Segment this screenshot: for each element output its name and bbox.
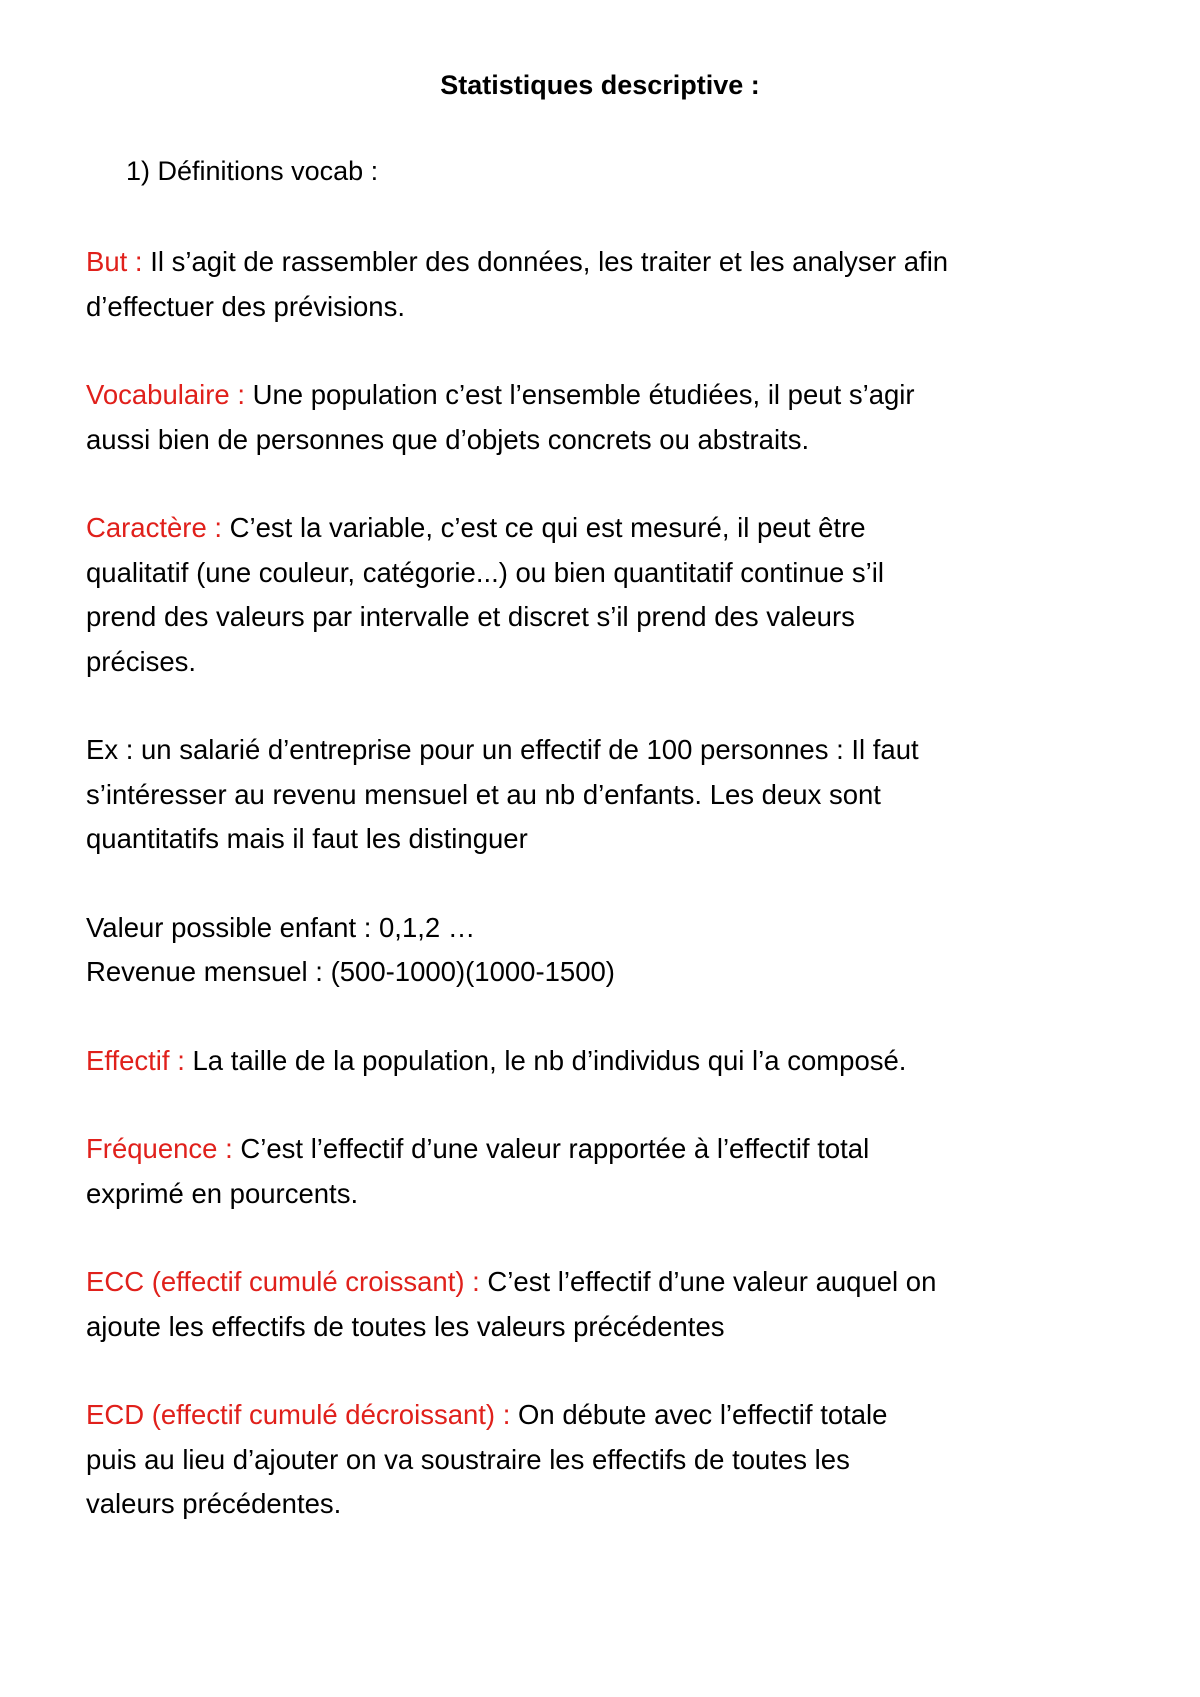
- line-text: C’est la variable, c’est ce qui est mesuré, il peut être: [222, 512, 866, 543]
- paragraph-vocabulaire: [86, 373, 1136, 462]
- line-text: Il s’agit de rassembler des données, les traiter et les analyser afin: [142, 246, 949, 277]
- line-text: C’est l’effectif d’une valeur rapportée à l’effectif total: [232, 1133, 870, 1164]
- paragraph-line: prend des valeurs par intervalle et discret s’il prend des valeurs: [86, 601, 855, 632]
- paragraph-line: valeurs précédentes.: [86, 1488, 342, 1519]
- term-label: ECC (effectif cumulé croissant) :: [86, 1266, 480, 1297]
- line-text: On débute avec l’effectif totale: [510, 1399, 888, 1430]
- paragraph-line: Valeur possible enfant : 0,1,2 …: [86, 911, 476, 943]
- paragraph-line: ajoute les effectifs de toutes les valeurs précédentes: [86, 1310, 725, 1342]
- paragraph-line: [86, 1260, 1136, 1305]
- line-text: La taille de la population, le nb d’individus qui l’a composé.: [184, 1044, 907, 1076]
- term-label: Vocabulaire :: [86, 379, 245, 410]
- term-label: But :: [86, 246, 143, 277]
- paragraph-line: Ex : un salarié d’entreprise pour un effectif de 100 personnes : Il faut: [86, 734, 919, 765]
- paragraph-line: [86, 240, 1136, 285]
- paragraph-line: aussi bien de personnes que d’objets concrets ou abstraits.: [86, 423, 810, 455]
- paragraph-line: exprimé en pourcents.: [86, 1177, 359, 1209]
- paragraph-line: [86, 1039, 1136, 1084]
- term-label: Caractère :: [86, 512, 223, 543]
- paragraph-ecc: [86, 1260, 1136, 1349]
- paragraph-caractere: [86, 506, 1136, 684]
- line-text: C’est l’effectif d’une valeur auquel on: [479, 1266, 937, 1297]
- paragraph-line: qualitatif (une couleur, catégorie...) ou bien quantitatif continue s’il: [86, 556, 884, 588]
- paragraph-but: [86, 240, 1136, 329]
- document-title: Statistiques descriptive :: [440, 70, 760, 100]
- paragraph-ecd: [86, 1393, 1136, 1527]
- paragraph-line: [86, 1127, 1136, 1172]
- term-label: Fréquence :: [86, 1133, 233, 1164]
- paragraph-line: [86, 1393, 1136, 1438]
- paragraph-line: précises.: [86, 645, 197, 677]
- section-heading: 1) Définitions vocab :: [126, 156, 379, 186]
- paragraph-effectif: [86, 1039, 1136, 1084]
- paragraph-line: [86, 506, 1136, 551]
- paragraph-line: d’effectuer des prévisions.: [86, 290, 405, 322]
- paragraph-frequence: [86, 1127, 1136, 1216]
- paragraph-line: quantitatifs mais il faut les distinguer: [86, 823, 528, 854]
- paragraph-values: [86, 906, 1136, 995]
- document-body: [86, 240, 1136, 1571]
- paragraph-example: [86, 728, 1136, 862]
- term-label: ECD (effectif cumulé décroissant) :: [86, 1399, 511, 1430]
- term-label: Effectif :: [86, 1044, 185, 1076]
- paragraph-line: s’intéresser au revenu mensuel et au nb d’enfants. Les deux sont: [86, 778, 881, 810]
- paragraph-line: Revenue mensuel : (500-1000)(1000-1500): [86, 956, 615, 987]
- paragraph-line: puis au lieu d’ajouter on va soustraire les effectifs de toutes les: [86, 1443, 850, 1475]
- line-text: Une population c’est l’ensemble étudiées, il peut s’agir: [245, 379, 915, 410]
- paragraph-line: [86, 373, 1136, 418]
